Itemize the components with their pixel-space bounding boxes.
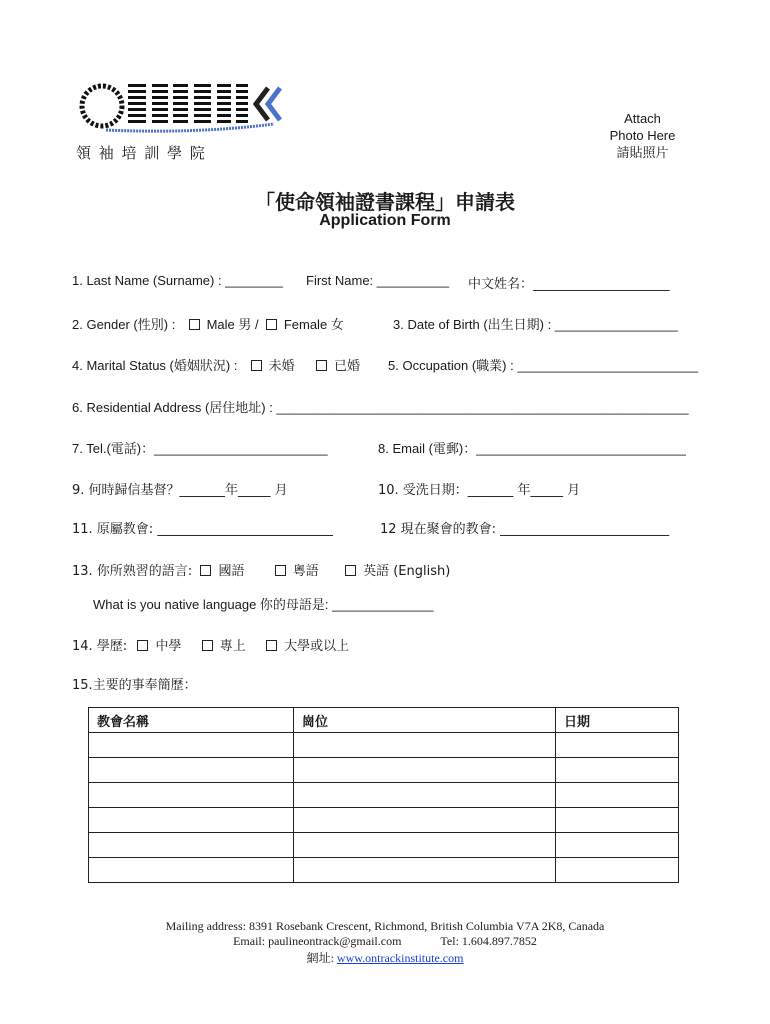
gender-female-checkbox[interactable] [266,319,277,330]
website-link[interactable]: www.ontrackinstitute.com [336,951,464,965]
field-education [72,635,349,654]
gender-female-label: Female 女 [283,317,344,332]
form-title-en: Application Form [319,212,451,229]
edu-university-checkbox[interactable] [266,640,277,651]
marital-single-label: 未婚 [268,358,295,373]
photo-placeholder [590,110,695,161]
ministry-history-table [88,707,679,883]
marital-married-label: 已婚 [333,358,360,373]
lang-english-checkbox[interactable] [345,565,356,576]
field-first-name[interactable]: First Name: __________ [306,273,450,288]
table-row [89,808,679,833]
photo-line-1: Attach [624,111,661,126]
field-last-name[interactable]: 1. Last Name (Surname) : ________ [72,273,284,288]
photo-line-3: 請貼照片 [616,145,669,160]
edu-college-label: 專上 [219,639,246,654]
edu-university-label: 大學或以上 [284,639,350,654]
table-cell[interactable] [89,808,294,833]
gender-male-checkbox[interactable] [189,319,200,330]
field-chinese-name[interactable]: 中文姓名：_____________________ [468,277,670,292]
table-header-date: 日期 [556,708,679,733]
table-cell[interactable] [294,783,556,808]
lang-cantonese-checkbox[interactable] [275,565,286,576]
footer-address: Mailing address: 8391 Rosebank Crescent, Richmond, British Columbia V7A 2K8, Canada [165,919,605,933]
logo-graphic [76,74,286,136]
field-original-church[interactable]: 11. 原屬教會: ___________________________ [72,522,333,537]
table-cell[interactable] [556,733,679,758]
gender-male-label: Male 男 / [206,317,259,332]
table-cell[interactable] [556,808,679,833]
table-cell[interactable] [89,833,294,858]
edu-secondary-checkbox[interactable] [137,640,148,651]
marital-married-checkbox[interactable] [316,360,327,371]
table-cell[interactable] [294,733,556,758]
field-native-language[interactable]: What is you native language 你的母語是: ______________ [93,597,434,612]
marital-label: 4. Marital Status (婚姻狀況) : [72,358,238,373]
marital-single-checkbox[interactable] [251,360,262,371]
photo-line-2: Photo Here [609,128,676,143]
table-cell[interactable] [556,783,679,808]
lang-english-label: 英語 (English) [363,564,451,579]
table-cell[interactable] [294,833,556,858]
table-header-row [89,708,679,733]
education-label: 14. 學歷: [72,639,128,654]
field-gender [72,314,344,333]
table-row [89,833,679,858]
table-header-position: 崗位 [294,708,556,733]
field-email[interactable]: 8. Email (電郵)：_____________________________ [378,441,686,456]
footer-contact [0,934,770,949]
table-row [89,733,679,758]
table-cell[interactable] [294,758,556,783]
table-cell[interactable] [556,833,679,858]
field-baptism-date[interactable]: 10. 受洗日期：_______ 年_____ 月 [378,483,581,498]
table-row [89,783,679,808]
table-cell[interactable] [89,858,294,883]
logo-subtitle: 領 袖 培 訓 學 院 [76,146,207,162]
table-header-church: 教會名稱 [89,708,294,733]
form-title-zh: 「使命領袖證書課程」申請表 [255,190,515,214]
field-tel[interactable]: 7. Tel.(電話)：________________________ [72,441,328,456]
table-row [89,858,679,883]
footer-website [0,949,770,966]
table-cell[interactable] [89,758,294,783]
field-marital-status [72,355,360,374]
field-date-of-birth[interactable]: 3. Date of Birth (出生日期) : _________________ [393,317,678,332]
lang-mandarin-label: 國語 [218,564,245,579]
field-languages [72,560,450,579]
field-occupation[interactable]: 5. Occupation (職業) : _________________________ [388,358,699,373]
footer-tel: Tel: 1.604.897.7852 [440,934,537,948]
table-cell[interactable] [294,808,556,833]
lang-mandarin-checkbox[interactable] [200,565,211,576]
edu-college-checkbox[interactable] [202,640,213,651]
gender-label: 2. Gender (性別) : [72,317,176,332]
table-cell[interactable] [89,733,294,758]
lang-cantonese-label: 粵語 [292,564,319,579]
table-cell[interactable] [294,858,556,883]
field-residential-address[interactable]: 6. Residential Address (居住地址) : _________________________________________________________ [72,400,689,415]
edu-secondary-label: 中學 [155,639,182,654]
field-current-church[interactable]: 12 現在聚會的教會: __________________________ [380,522,670,537]
footer-web-label: 網址: [306,951,334,965]
table-cell[interactable] [556,858,679,883]
languages-label: 13. 你所熟習的語言: [72,564,193,579]
footer-email: Email: paulineontrack@gmail.com [233,934,402,948]
table-row [89,758,679,783]
logo [76,74,286,164]
table-cell[interactable] [89,783,294,808]
field-conversion-date[interactable]: 9. 何時歸信基督？_______年_____ 月 [72,483,288,498]
ministry-history-label: 15.主要的事奉簡歷： [72,678,197,693]
table-cell[interactable] [556,758,679,783]
